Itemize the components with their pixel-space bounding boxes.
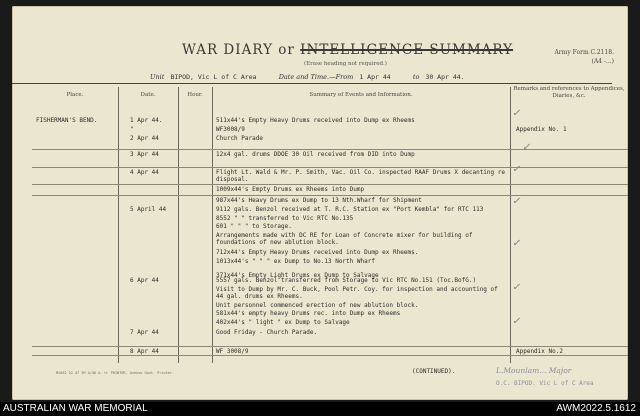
entry-summary: 9112 gals. Benzol received at T. R.C. Station ex "Port Kembla" for RTC 113	[216, 206, 484, 213]
entry-summary: Church Parade	[216, 135, 263, 142]
entry-date: 4 Apr 44	[130, 169, 159, 176]
check-mark-icon: ✓	[512, 108, 521, 119]
row-divider	[32, 167, 628, 168]
entry-date: 5 April 44	[130, 206, 167, 213]
col-header-hour: Hour.	[187, 92, 203, 98]
entry-date: "	[130, 126, 134, 133]
entry-remarks: Appendix No. 1	[516, 126, 567, 133]
col-header-place: Place.	[66, 92, 84, 98]
entry-remarks: Appendix No.2	[516, 348, 563, 355]
continued-label: (CONTINUED).	[412, 368, 456, 375]
army-form-sub: (A4 -...)	[591, 58, 614, 65]
war-diary-sheet	[12, 6, 628, 400]
entry-place: FISHERMAN'S BEND.	[36, 117, 98, 124]
row-divider	[32, 355, 628, 356]
unit-stamp: O.C. BIPOD. Vic L of C Area	[496, 380, 594, 387]
col-header-remarks: Remarks and references to Appendices, Diaries, &c.	[513, 86, 625, 99]
to-label: to	[412, 73, 420, 81]
entry-date: 7 Apr 44	[130, 329, 159, 336]
page-title	[182, 42, 513, 58]
check-mark-icon: ✓	[512, 164, 521, 175]
entry-summary: 581x44's empty heavy Drums rec. into Dump ex Rheems	[216, 310, 401, 317]
army-form-label	[554, 48, 614, 66]
check-mark-icon: ✓	[512, 196, 521, 207]
entry-summary: 1013x44's " " " ex Dump to No.13 North Wharf	[216, 258, 375, 265]
entry-summary: 8552 " " transferred to Vic RTC No.135	[216, 215, 354, 222]
entry-summary: 987x44's Heavy Drums ex Dump to 13 Nth.Wharf for Shipment	[216, 197, 422, 204]
header-rule	[12, 83, 612, 84]
col-header-summary: Summary of Events and Information.	[309, 92, 413, 98]
col-divider	[118, 87, 119, 363]
check-mark-icon: ✓	[512, 238, 521, 249]
entry-summary: 601 " " " to Storage.	[216, 223, 292, 230]
row-divider	[32, 149, 628, 150]
col-divider	[510, 87, 511, 363]
row-divider	[32, 346, 628, 347]
unit-value: BIPOD, Vic L of C Area	[170, 73, 257, 81]
title-struck: INTELLIGENCE SUMMARY	[300, 42, 514, 58]
entry-date: 8 Apr 44	[130, 348, 159, 355]
entry-summary: WF3008/9	[216, 126, 245, 133]
check-mark-icon: ✓	[522, 142, 531, 153]
entry-summary: Arrangements made with DC RE for Loan of Concrete mixer for building of foundations of new ablution block.	[216, 232, 473, 246]
entry-summary: 5557 gals. Benzol transferred from Storage to Vic RTC No.151 (Toc.BofG.)	[216, 277, 477, 284]
to-value: 30 Apr 44.	[425, 73, 465, 81]
unit-label: Unit	[150, 73, 165, 81]
entry-summary: 12x4 gal. drums DDOE 30 Oil received from DID into Dump	[216, 151, 415, 158]
entry-summary: 511x44's Empty Heavy Drums received into Dump ex Rheems	[216, 117, 415, 124]
printer-imprint: M2052 22.47 2M 4/40 A. H. PRINTER, Avenue Govt. Printer.	[56, 371, 175, 375]
entry-summary: Unit personnel commenced erection of new ablution block.	[216, 302, 419, 309]
entry-summary: 371x44's Empty Light Drums ex Dump to Salvage	[216, 272, 379, 279]
col-header-date: Date.	[140, 92, 156, 98]
col-divider	[212, 87, 213, 363]
entry-summary: WF 3008/9	[216, 348, 249, 355]
entry-date: 6 Apr 44	[130, 277, 159, 284]
archive-reference: AWM2022.5.1612	[556, 403, 636, 414]
from-value: 1 Apr 44	[359, 73, 391, 81]
title-or: or	[278, 42, 295, 58]
entry-summary: 402x44's " light " ex Dump to Salvage	[216, 319, 350, 326]
col-divider	[178, 87, 179, 363]
entry-summary: 1009x44's Empty Drums ex Rheems into Dump	[216, 186, 365, 193]
archive-caption-bar	[0, 402, 640, 416]
entry-date: 2 Apr 44	[130, 135, 159, 142]
erase-note: (Erase heading not required.)	[304, 61, 387, 67]
unit-line	[150, 73, 469, 81]
entry-summary: Flight Lt. Wald & Mr. P. Smith, Vac. Oil Co. inspected RAAF Drums X decanting re disposal.	[216, 169, 505, 183]
entry-date: 1 Apr 44.	[130, 117, 163, 124]
entry-summary: Visit to Dump by Mr. C. Buck, Pool Petr. Coy. for inspection and accounting of 44 gal. drums ex Rheems.	[216, 286, 498, 300]
entry-summary: Good Friday - Church Parade.	[216, 329, 318, 336]
entry-date: 3 Apr 44	[130, 151, 159, 158]
signature: L.Mounlam... Major	[496, 366, 572, 375]
date-label: Date and Time.—From	[278, 73, 354, 81]
archive-name: AUSTRALIAN WAR MEMORIAL	[3, 403, 148, 414]
army-form-number: Army Form C.2118.	[554, 49, 614, 56]
check-mark-icon: ✓	[512, 316, 521, 327]
check-mark-icon: ✓	[512, 282, 521, 293]
title-war-diary: WAR DIARY	[182, 42, 273, 58]
row-divider	[32, 195, 628, 196]
entry-summary: 712x44's Empty Heavy Drums received into Dump ex Rheems.	[216, 249, 419, 256]
row-divider	[32, 184, 628, 185]
